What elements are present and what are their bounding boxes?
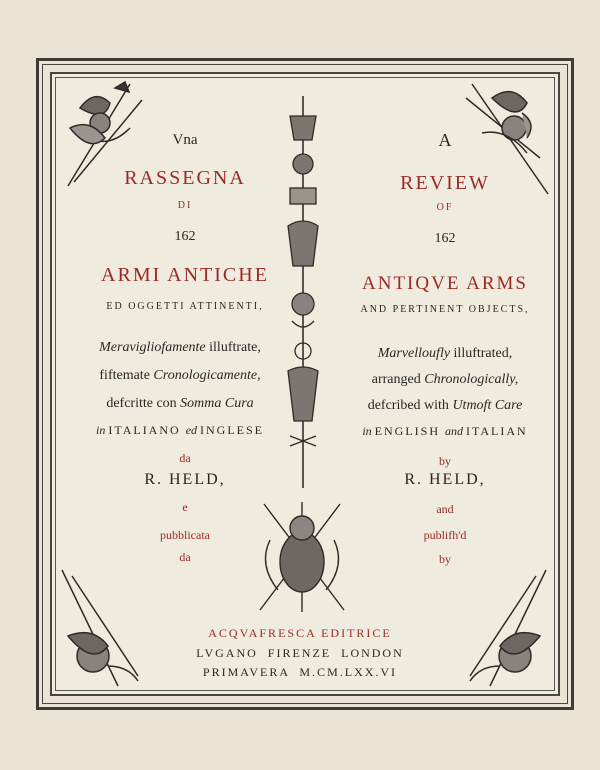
left-line-1: Meravigliofamente illuftrate, <box>99 340 261 355</box>
right-by: by <box>439 454 451 468</box>
publisher-cities: LVGANO FIRENZE LONDON <box>196 646 404 660</box>
left-di: DI <box>177 200 193 211</box>
left-line-2: fiftemate Cronologicamente, <box>99 368 261 383</box>
publisher-name: ACQVAFRESCA EDITRICE <box>208 626 392 640</box>
right-line-4: in ENGLISH and ITALIAN <box>362 424 528 438</box>
right-line-1: Marvelloufly illuftrated, <box>377 346 513 361</box>
right-and: and <box>436 502 454 516</box>
left-vna: Vna <box>172 132 198 148</box>
right-a: A <box>438 130 452 150</box>
bottom-right-trophy-icon <box>460 566 550 690</box>
left-author: R. HELD, <box>144 471 226 488</box>
left-da: da <box>179 451 191 465</box>
left-line-4: in ITALIANO ed INGLESE <box>95 423 265 437</box>
left-number: 162 <box>174 229 196 244</box>
left-oggetti: ED OGGETTI ATTINENTI, <box>106 301 264 312</box>
bottom-left-trophy-icon <box>58 566 148 690</box>
left-e: e <box>182 500 188 514</box>
left-da-2: da <box>179 550 191 564</box>
left-line-3: defcritte con Somma Cura <box>106 396 254 411</box>
right-author: R. HELD, <box>404 471 486 488</box>
right-by-2: by <box>439 552 451 566</box>
publisher-date: PRIMAVERA M.CM.LXX.VI <box>202 665 398 679</box>
right-line-2: arranged Chronologically, <box>371 372 519 387</box>
right-published: publifh'd <box>423 528 467 542</box>
right-review: REVIEW <box>400 172 490 194</box>
left-pubblicata: pubblicata <box>160 528 210 542</box>
left-rassegna: RASSEGNA <box>124 167 246 189</box>
left-armi-antiche: ARMI ANTICHE <box>101 264 269 286</box>
right-of: OF <box>436 202 454 213</box>
right-objects: AND PERTINENT OBJECTS, <box>360 304 530 315</box>
right-antique-arms: ANTIQVE ARMS <box>362 273 528 294</box>
right-number: 162 <box>434 231 456 246</box>
right-line-3: defcribed with Utmoft Care <box>367 398 523 413</box>
